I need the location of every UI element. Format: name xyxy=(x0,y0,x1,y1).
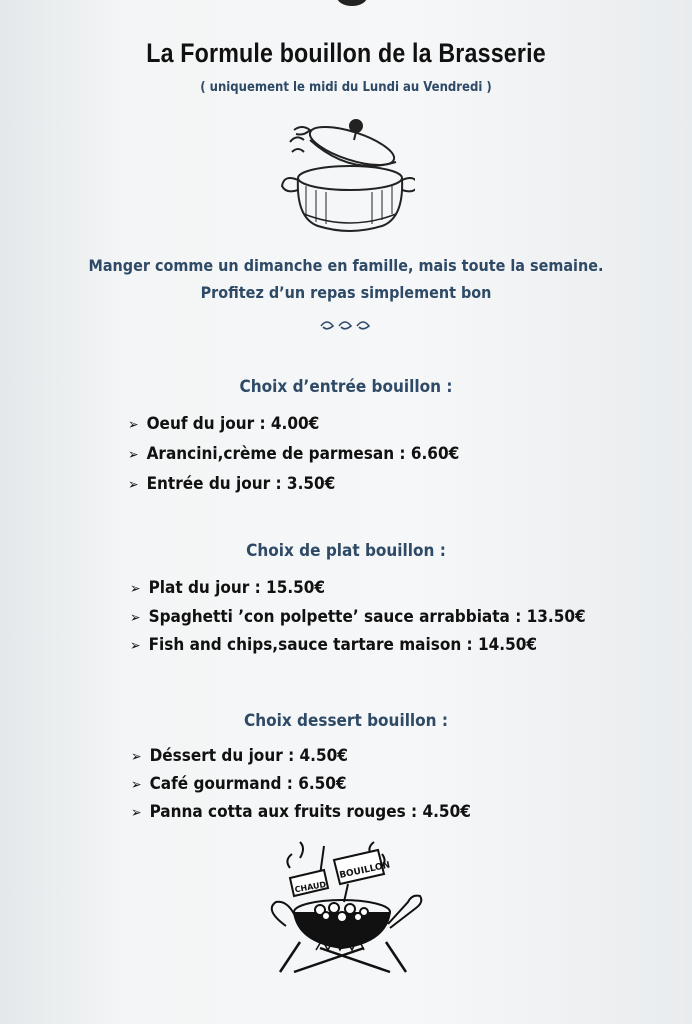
flag-right-label: BOUILLON xyxy=(338,860,392,881)
arrow-bullet-icon: ➢ xyxy=(130,610,141,626)
section-heading-entree: Choix d’entrée bouillon : xyxy=(239,377,453,397)
cooking-pot-icon xyxy=(280,118,415,238)
menu-item-label: Déssert du jour : 4.50€ xyxy=(149,746,348,766)
arrow-bullet-icon: ➢ xyxy=(130,638,141,654)
menu-title: La Formule bouillon de la Brasserie xyxy=(146,38,546,68)
tagline-line-2: Profitez d’un repas simplement bon xyxy=(200,283,492,302)
tagline-line-1: Manger comme un dimanche en famille, mais toute la semaine. xyxy=(88,256,604,275)
menu-subtitle: ( uniquement le midi du Lundi au Vendredi ) xyxy=(200,80,492,95)
arrow-bullet-icon: ➢ xyxy=(131,805,142,821)
arrow-bullet-icon: ➢ xyxy=(130,581,141,597)
pin-shadow xyxy=(337,0,367,6)
menu-item xyxy=(131,802,471,822)
menu-item xyxy=(131,774,347,794)
menu-item-label: Café gourmand : 6.50€ xyxy=(149,774,347,794)
bouillon-bowl-icon xyxy=(260,838,425,988)
menu-item xyxy=(128,474,335,494)
section-heading-dessert: Choix dessert bouillon : xyxy=(243,711,449,731)
menu-item-label: Oeuf du jour : 4.00€ xyxy=(146,414,320,434)
menu-item-label: Panna cotta aux fruits rouges : 4.50€ xyxy=(149,802,471,822)
menu-item xyxy=(128,444,459,464)
arrow-bullet-icon: ➢ xyxy=(131,749,142,765)
menu-item xyxy=(128,414,319,434)
menu-item xyxy=(131,746,348,766)
arrow-bullet-icon: ➢ xyxy=(128,477,139,493)
menu-item-label: Plat du jour : 15.50€ xyxy=(148,578,326,598)
flag-left-label: CHAUD xyxy=(294,879,327,895)
menu-item xyxy=(130,607,586,627)
menu-item xyxy=(130,578,325,598)
arrow-bullet-icon: ➢ xyxy=(128,447,139,463)
menu-item-label: Arancini,crème de parmesan : 6.60€ xyxy=(146,444,460,464)
menu-item-label: Fish and chips,sauce tartare maison : 14.50€ xyxy=(148,635,538,655)
arrow-bullet-icon: ➢ xyxy=(128,417,139,433)
arrow-bullet-icon: ➢ xyxy=(131,777,142,793)
ornament-divider-icon xyxy=(317,318,377,332)
menu-item-label: Entrée du jour : 3.50€ xyxy=(146,474,336,494)
section-heading-plat: Choix de plat bouillon : xyxy=(246,541,446,561)
menu-item xyxy=(130,635,537,655)
menu-item-label: Spaghetti ’con polpette’ sauce arrabbiata : 13.50€ xyxy=(148,607,586,627)
